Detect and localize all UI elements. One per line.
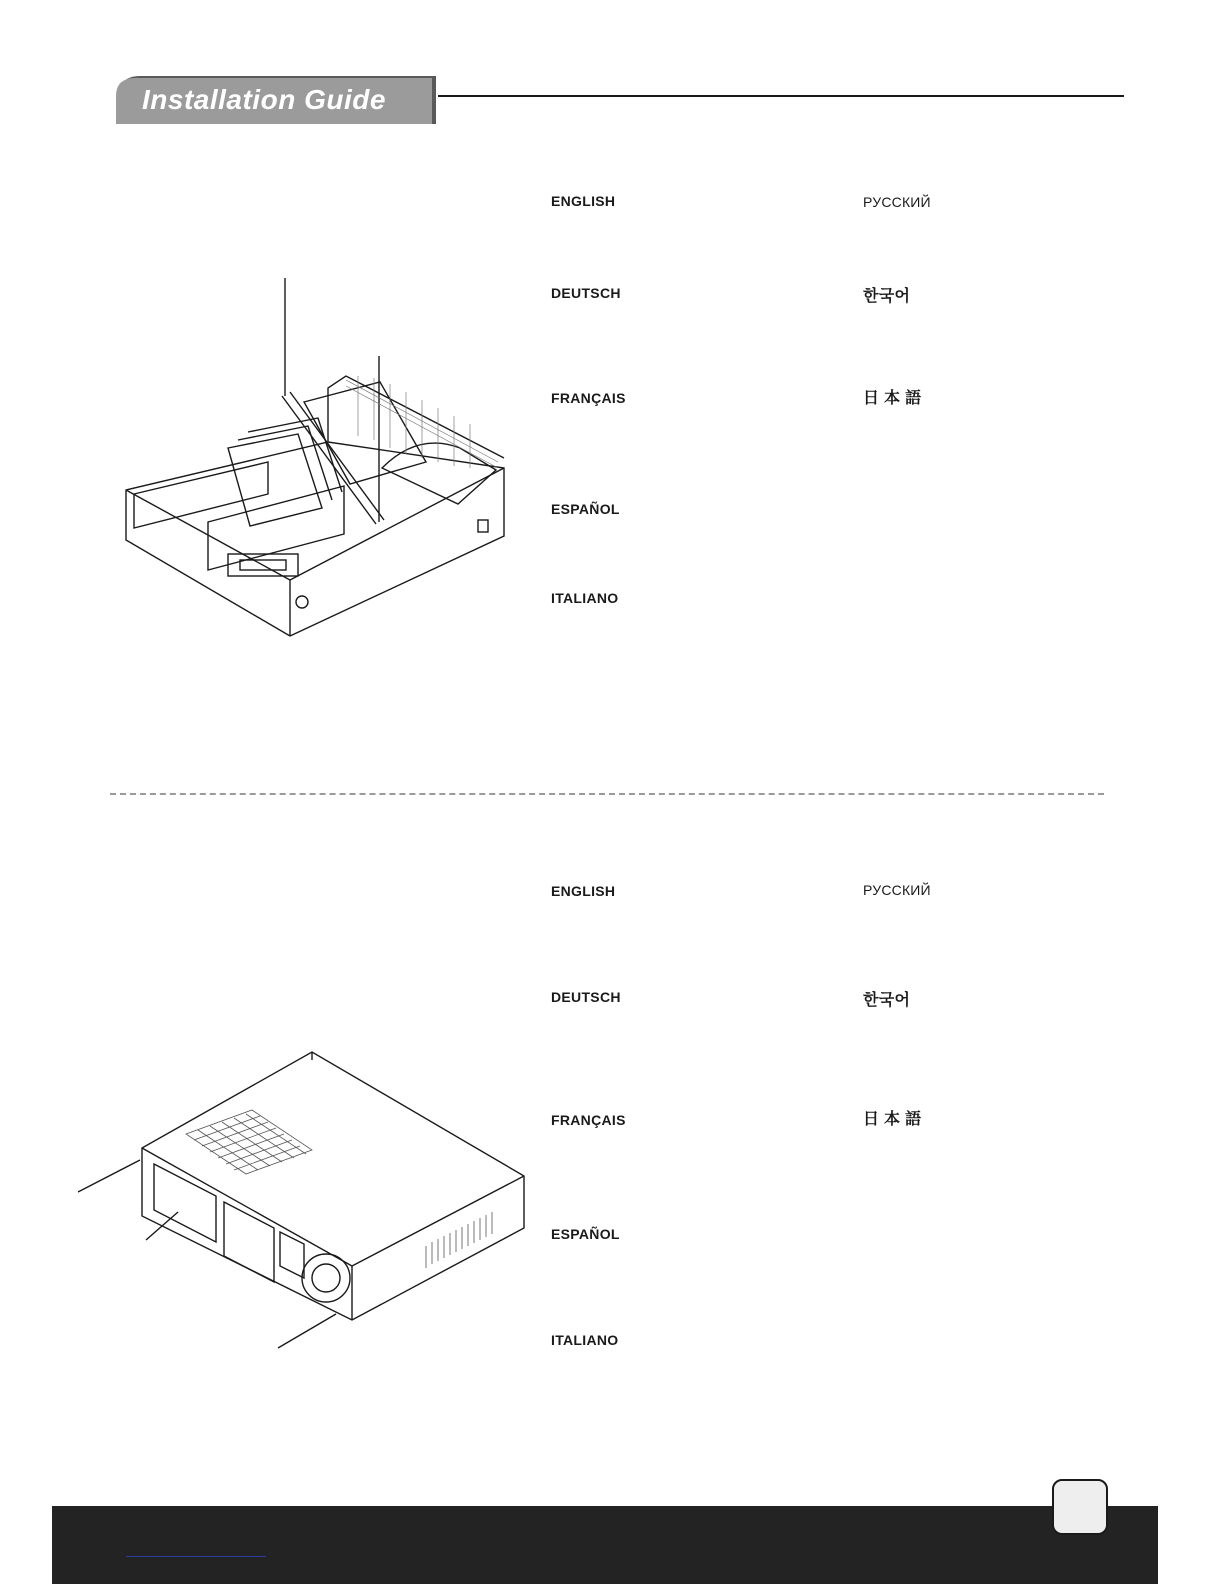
lang-label-espanol: ESPAÑOL bbox=[551, 1226, 620, 1242]
lang-label-deutsch: DEUTSCH bbox=[551, 285, 621, 301]
page-title: Installation Guide bbox=[142, 84, 386, 115]
lang-label-francais: FRANÇAIS bbox=[551, 1112, 626, 1128]
lang-label-espanol: ESPAÑOL bbox=[551, 501, 620, 517]
lang-label-korean: 한국어 bbox=[863, 288, 911, 305]
lang-label-korean: 한국어 bbox=[863, 992, 911, 1009]
case-interior-illustration bbox=[118, 272, 514, 648]
lang-label-italiano: ITALIANO bbox=[551, 1332, 619, 1348]
case-rear-illustration bbox=[74, 1046, 530, 1352]
page-number-box bbox=[1052, 1479, 1108, 1535]
section-divider bbox=[110, 793, 1104, 795]
lang-label-english: ENGLISH bbox=[551, 193, 616, 209]
lang-label-japanese: 日 本 語 bbox=[863, 390, 922, 407]
header-rule bbox=[438, 95, 1124, 97]
header-tab bbox=[114, 74, 438, 124]
lang-label-japanese: 日 本 語 bbox=[863, 1111, 922, 1128]
lang-label-russian: РУССКИЙ bbox=[863, 194, 931, 210]
footer-link-underline[interactable] bbox=[126, 1556, 266, 1557]
lang-label-francais: FRANÇAIS bbox=[551, 390, 626, 406]
lang-label-english: ENGLISH bbox=[551, 883, 616, 899]
lang-label-russian: РУССКИЙ bbox=[863, 882, 931, 898]
lang-label-deutsch: DEUTSCH bbox=[551, 989, 621, 1005]
page-footer-band bbox=[52, 1506, 1158, 1584]
lang-label-italiano: ITALIANO bbox=[551, 590, 619, 606]
